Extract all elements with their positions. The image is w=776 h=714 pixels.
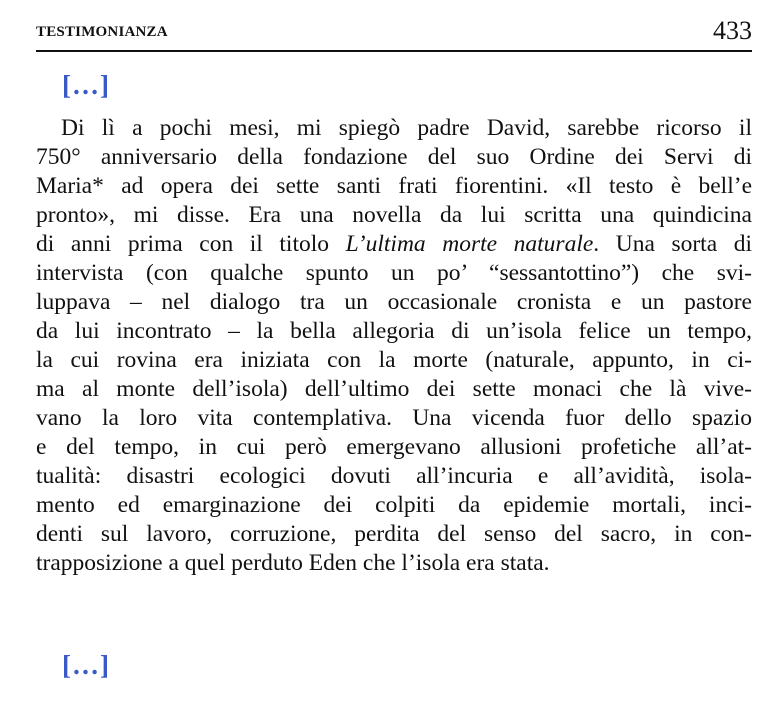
text-line: trapposizione a quel perduto Eden che l’isola era stata. xyxy=(36,550,550,576)
text-line: Di lì a pochi mesi, mi spiegò padre David, sarebbe ricorso il xyxy=(61,115,752,141)
text-line: mento ed emarginazione dei colpiti da epidemie mortali, inci- xyxy=(36,492,752,518)
text-line: pronto», mi disse. Era una novella da lui scritta una quindicina xyxy=(36,202,752,228)
text-line: e del tempo, in cui però emergevano allusioni profetiche all’at- xyxy=(36,434,752,460)
text-line: da lui incontrato – la bella allegoria di un’isola felice un tempo, xyxy=(36,318,752,344)
story-title: L’ultima morte naturale xyxy=(345,231,594,257)
text-line: ma al monte dell’isola) dell’ultimo dei sette monaci che là vive- xyxy=(36,376,752,402)
text-line: intervista (con qualche spunto un po’ “sessantottino”) che svi- xyxy=(36,260,752,286)
text-line: luppava – nel dialogo tra un occasionale cronista e un pastore xyxy=(36,289,752,315)
text-line: tualità: disastri ecologici dovuti all’incuria e all’avidità, isola- xyxy=(36,463,752,489)
header-rule xyxy=(36,50,752,52)
text-line: Maria* ad opera dei sette santi frati fiorentini. «Il testo è bell’e xyxy=(36,173,752,199)
text-line: 750° anniversario della fondazione del suo Ordine dei Servi di xyxy=(36,144,752,170)
text-line-with-title xyxy=(36,230,752,259)
page-number: 433 xyxy=(713,16,752,45)
text-line: denti sul lavoro, corruzione, perdita del senso del sacro, in con- xyxy=(36,521,752,547)
body-paragraph xyxy=(36,114,752,578)
text-segment: . Una sorta di xyxy=(593,231,752,257)
omission-marker-bottom: […] xyxy=(62,650,110,680)
text-line: vano la loro vita contemplativa. Una vicenda fuor dello spazio xyxy=(36,405,752,431)
text-line: la cui rovina era iniziata con la morte (naturale, appunto, in ci- xyxy=(36,347,752,373)
running-head xyxy=(36,14,752,48)
section-title: TESTIMONIANZA xyxy=(36,24,168,40)
text-segment: di anni prima con il titolo xyxy=(36,231,346,257)
omission-marker-top: […] xyxy=(62,70,110,100)
